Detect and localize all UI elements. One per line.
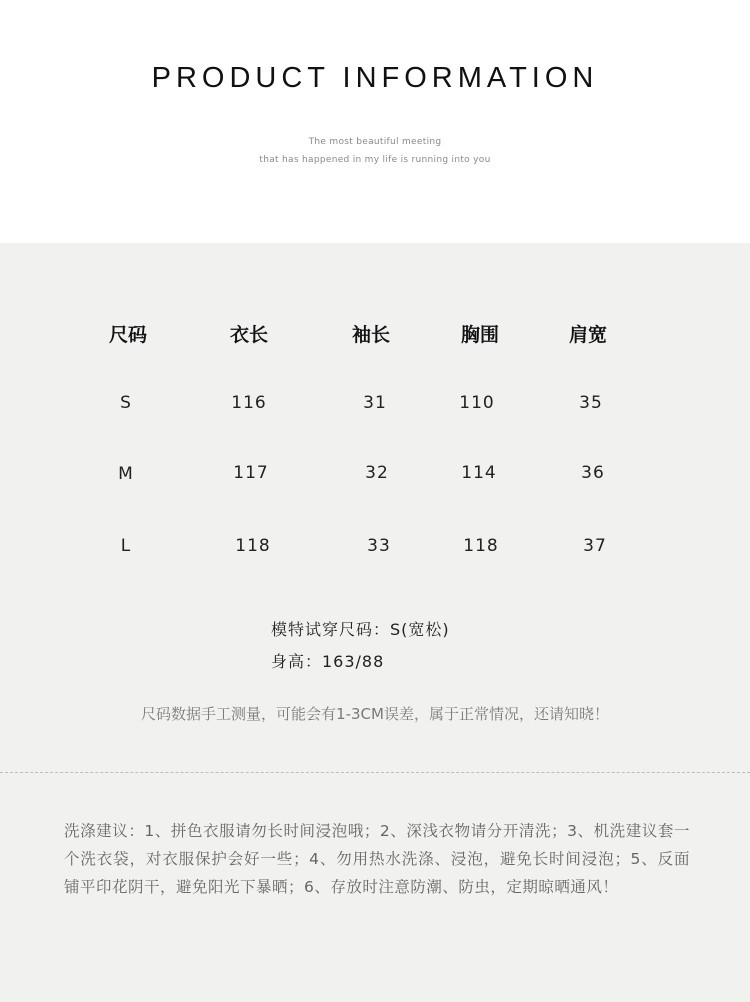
- table-header-sleeve: 袖长: [351, 324, 390, 346]
- subtitle-line-2: that has happened in my life is running into you: [259, 155, 491, 165]
- table-cell: 118: [235, 536, 271, 556]
- header-section: [0, 0, 750, 243]
- subtitle-line-1: The most beautiful meeting: [308, 137, 442, 147]
- table-cell: 33: [367, 536, 391, 556]
- table-cell: 37: [583, 536, 607, 556]
- table-header-size: 尺码: [108, 324, 147, 346]
- table-cell: 35: [579, 393, 603, 413]
- table-cell: 114: [461, 463, 497, 483]
- table-cell: S: [120, 393, 132, 413]
- table-header-shoulder: 肩宽: [568, 324, 607, 346]
- table-cell: L: [120, 536, 132, 556]
- page-title: PRODUCT INFORMATION: [151, 62, 599, 94]
- table-cell: 116: [231, 393, 267, 413]
- table-cell: 36: [581, 463, 605, 483]
- table-cell: 110: [459, 393, 495, 413]
- model-size-text: 模特试穿尺码：S(宽松): [271, 620, 450, 639]
- table-cell: 31: [363, 393, 387, 413]
- dashed-divider: [0, 772, 750, 773]
- care-instructions: 洗涤建议：1、拼色衣服请勿长时间浸泡哦；2、深浅衣物请分开清洗；3、机洗建议套一个洗衣袋，对衣服保护会好一些；4、勿用热水洗涤、浸泡，避免长时间浸泡；5、反面铺平印花阴干，避免阳光下暴晒；6、存放时注意防潮、防虫，定期晾晒通风！: [64, 822, 690, 896]
- table-cell: 32: [365, 463, 389, 483]
- info-panel: [0, 243, 750, 1002]
- table-cell: M: [118, 464, 134, 484]
- measurement-note: 尺码数据手工测量，可能会有1-3CM误差，属于正常情况，还请知晓！: [141, 705, 609, 723]
- model-height-text: 身高：163/88: [271, 652, 385, 671]
- table-cell: 117: [233, 463, 269, 483]
- table-cell: 118: [463, 536, 499, 556]
- table-header-length: 衣长: [229, 324, 268, 346]
- table-header-chest: 胸围: [460, 324, 499, 346]
